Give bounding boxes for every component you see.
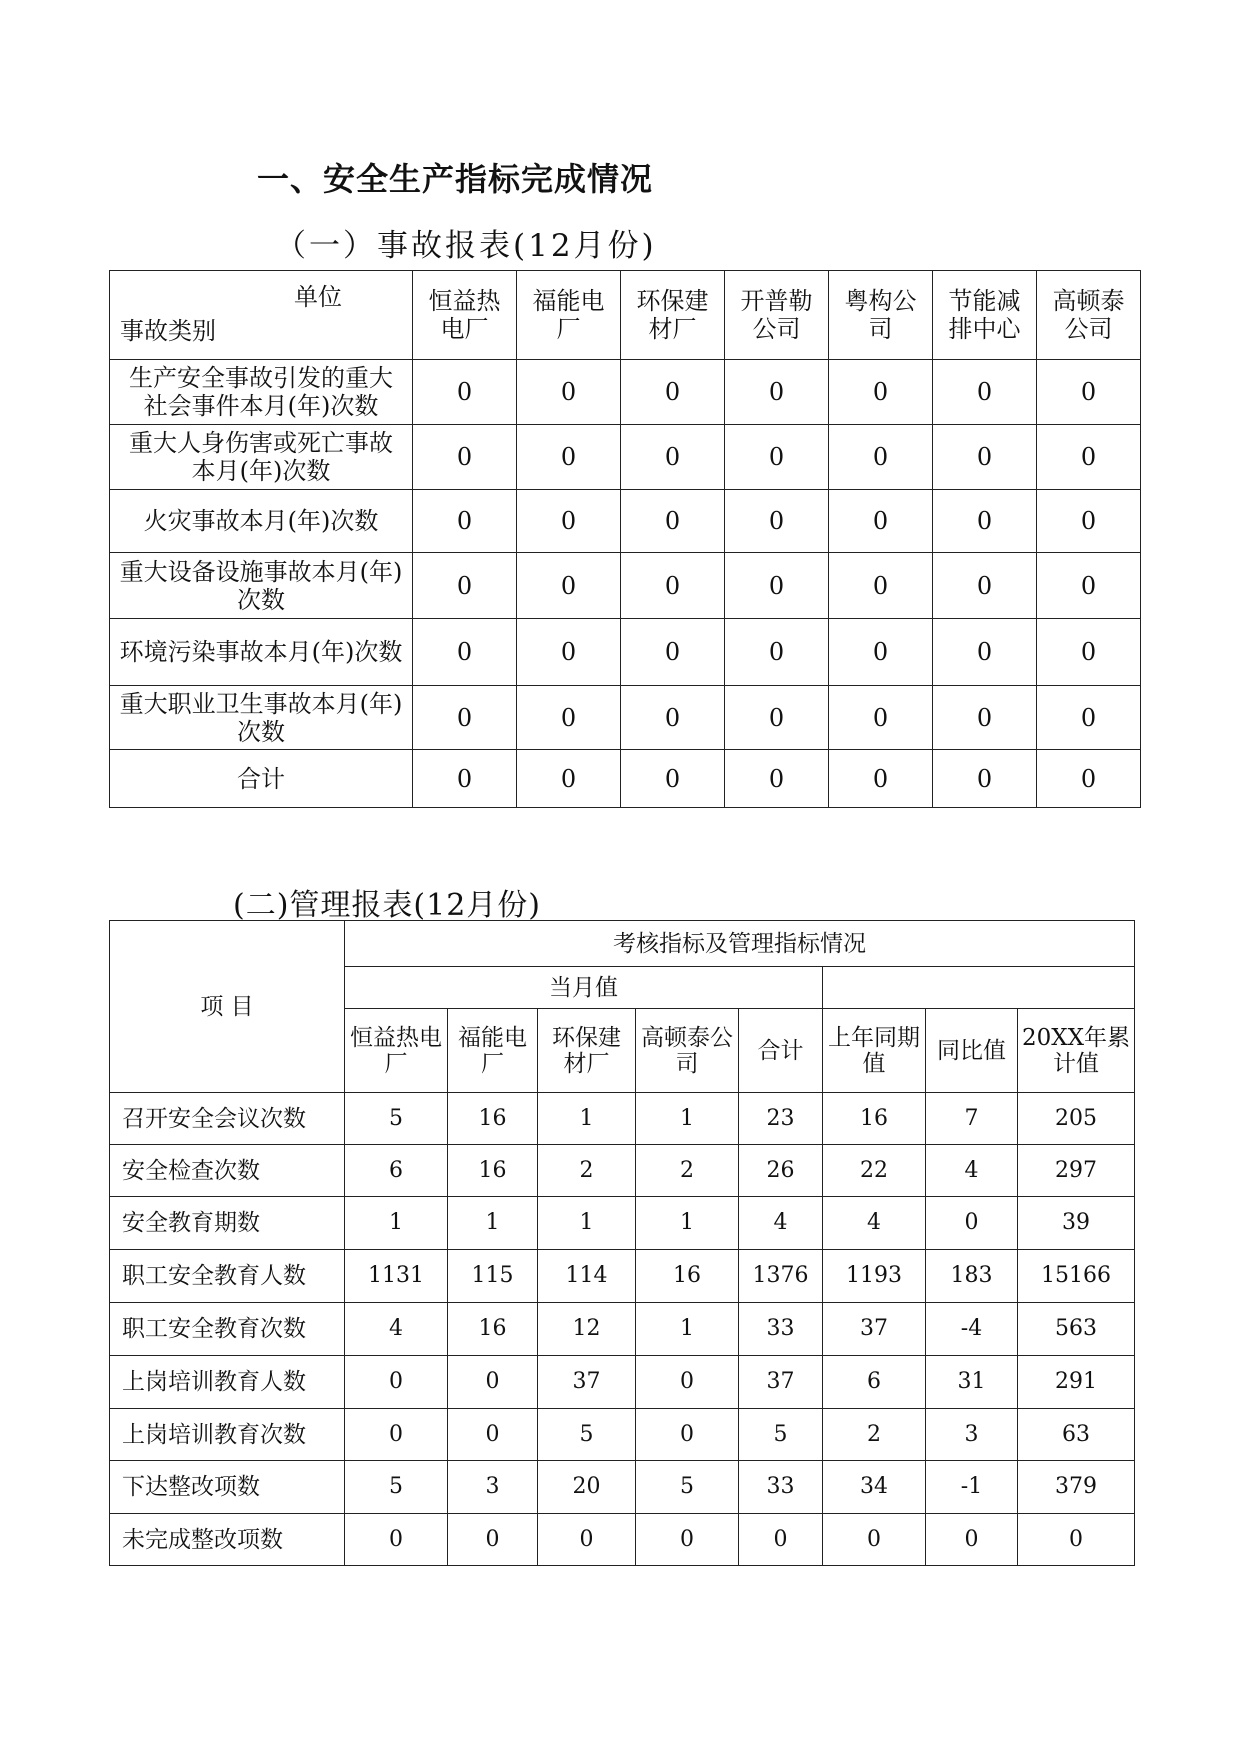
row-label: 职工安全教育人数	[110, 1250, 345, 1303]
table-cell: 37	[823, 1303, 926, 1356]
table-cell: 22	[823, 1145, 926, 1197]
unit-header: 恒益热电厂	[413, 271, 517, 360]
table-cell: 0	[621, 553, 725, 619]
table-cell: 37	[538, 1356, 636, 1409]
column-header: 高顿泰公司	[636, 1009, 739, 1093]
table-row	[110, 686, 1141, 750]
corner-category-label: 事故类别	[120, 317, 216, 345]
table-cell: 0	[829, 686, 933, 750]
table-cell: 37	[739, 1356, 823, 1409]
table-cell: 23	[739, 1093, 823, 1145]
table-cell: 0	[725, 360, 829, 425]
table-row	[110, 1409, 1135, 1461]
table-cell: 0	[933, 425, 1037, 490]
unit-header: 粤构公司	[829, 271, 933, 360]
table-cell: 0	[413, 360, 517, 425]
table-cell: 4	[345, 1303, 448, 1356]
table-cell: 0	[621, 750, 725, 808]
table-cell: 4	[823, 1197, 926, 1250]
table-cell: 0	[829, 490, 933, 553]
table-cell: 33	[739, 1461, 823, 1514]
table-row	[110, 360, 1141, 425]
table-cell: 0	[1037, 686, 1141, 750]
total-row	[110, 750, 1141, 808]
table-row	[110, 1250, 1135, 1303]
table-cell: 0	[448, 1356, 538, 1409]
table-cell: 0	[621, 490, 725, 553]
table-cell: 563	[1018, 1303, 1135, 1356]
table-cell: 5	[345, 1461, 448, 1514]
table-cell: 379	[1018, 1461, 1135, 1514]
table-cell: 0	[636, 1409, 739, 1461]
column-header: 福能电厂	[448, 1009, 538, 1093]
table-cell: 4	[926, 1145, 1018, 1197]
table-cell: 0	[345, 1409, 448, 1461]
table-cell: 291	[1018, 1356, 1135, 1409]
table-cell: 0	[829, 619, 933, 686]
row-label: 重大设备设施事故本月(年)次数	[110, 553, 413, 619]
row-label: 重大人身伤害或死亡事故本月(年)次数	[110, 425, 413, 490]
management-report-subtitle: (二)管理报表(12月份)	[233, 888, 541, 923]
table-cell: 5	[739, 1409, 823, 1461]
table-cell: 0	[345, 1356, 448, 1409]
table-cell: 0	[517, 686, 621, 750]
management-report-table	[109, 920, 1135, 1566]
table-row	[110, 619, 1141, 686]
table-cell: 0	[933, 750, 1037, 808]
row-label: 安全教育期数	[110, 1197, 345, 1250]
table-cell: 0	[725, 553, 829, 619]
corner-unit-label: 单位	[294, 283, 342, 311]
table-cell: 0	[725, 750, 829, 808]
table-cell: 1193	[823, 1250, 926, 1303]
row-label: 安全检查次数	[110, 1145, 345, 1197]
table-cell: 16	[448, 1093, 538, 1145]
table-cell: 0	[621, 425, 725, 490]
table-cell: 183	[926, 1250, 1018, 1303]
table-cell: 0	[413, 553, 517, 619]
table-cell: 0	[517, 619, 621, 686]
unit-header: 福能电厂	[517, 271, 621, 360]
table-row	[110, 553, 1141, 619]
row-label: 召开安全会议次数	[110, 1093, 345, 1145]
column-header: 恒益热电厂	[345, 1009, 448, 1093]
table-cell: 33	[739, 1303, 823, 1356]
table-cell: 0	[413, 425, 517, 490]
table-cell: 26	[739, 1145, 823, 1197]
table-cell: 16	[448, 1303, 538, 1356]
table-cell: 16	[823, 1093, 926, 1145]
table-cell: 0	[517, 553, 621, 619]
row-label: 环境污染事故本月(年)次数	[110, 619, 413, 686]
table-cell: 1	[345, 1197, 448, 1250]
column-header: 同比值	[926, 1009, 1018, 1093]
table-cell: 0	[725, 619, 829, 686]
unit-header: 环保建材厂	[621, 271, 725, 360]
page-title: 一、安全生产指标完成情况	[257, 160, 654, 198]
table-cell: 63	[1018, 1409, 1135, 1461]
row-label: 上岗培训教育次数	[110, 1409, 345, 1461]
table-cell: 1	[538, 1093, 636, 1145]
table-cell: 0	[621, 686, 725, 750]
table-cell: 0	[1018, 1514, 1135, 1566]
table-cell: 0	[538, 1514, 636, 1566]
table-cell: 0	[926, 1514, 1018, 1566]
row-label: 上岗培训教育人数	[110, 1356, 345, 1409]
table-cell: 0	[933, 619, 1037, 686]
table-cell: 16	[636, 1250, 739, 1303]
table-cell: 2	[636, 1145, 739, 1197]
table-cell: 297	[1018, 1145, 1135, 1197]
accident-report-table	[109, 270, 1141, 808]
table-cell: 1	[636, 1303, 739, 1356]
table-cell: 3	[448, 1461, 538, 1514]
table-cell: 1376	[739, 1250, 823, 1303]
table-cell: 0	[1037, 750, 1141, 808]
table-cell: 0	[823, 1514, 926, 1566]
column-header: 合计	[739, 1009, 823, 1093]
column-header: 环保建材厂	[538, 1009, 636, 1093]
table-cell: 0	[413, 750, 517, 808]
table-row	[110, 1303, 1135, 1356]
accident-header-row	[110, 271, 1141, 360]
table-row	[110, 1356, 1135, 1409]
accident-report-subtitle: （一）事故报表(12月份)	[275, 228, 657, 264]
table-cell: 0	[345, 1514, 448, 1566]
table-cell: 0	[1037, 360, 1141, 425]
table-cell: 0	[933, 490, 1037, 553]
table-row	[110, 1514, 1135, 1566]
unit-header: 节能减排中心	[933, 271, 1037, 360]
table-cell: 0	[517, 490, 621, 553]
table-cell: 0	[829, 360, 933, 425]
table-cell: 0	[413, 686, 517, 750]
table-cell: 1	[538, 1197, 636, 1250]
table-cell: -4	[926, 1303, 1018, 1356]
table-cell: 0	[621, 360, 725, 425]
table-row	[110, 1093, 1135, 1145]
unit-header: 开普勒公司	[725, 271, 829, 360]
table-cell: 0	[413, 490, 517, 553]
table-cell: 0	[413, 619, 517, 686]
table-row	[110, 1461, 1135, 1514]
table-cell: 0	[933, 360, 1037, 425]
table-cell: 115	[448, 1250, 538, 1303]
table-cell: 1131	[345, 1250, 448, 1303]
table-cell: 0	[725, 490, 829, 553]
column-header: 20XX年累 计值	[1018, 1009, 1135, 1093]
table-cell: 2	[823, 1409, 926, 1461]
table-cell: 34	[823, 1461, 926, 1514]
current-month-header: 当月值	[345, 967, 823, 1009]
empty-header-cell	[823, 967, 1135, 1009]
table-cell: 0	[448, 1514, 538, 1566]
item-header: 项 目	[110, 921, 345, 1093]
table-cell: 114	[538, 1250, 636, 1303]
group-header: 考核指标及管理指标情况	[345, 921, 1135, 967]
table-cell: 20	[538, 1461, 636, 1514]
table-cell: 0	[1037, 553, 1141, 619]
table-cell: 0	[517, 750, 621, 808]
table-cell: 0	[636, 1356, 739, 1409]
table-cell: 0	[1037, 619, 1141, 686]
table-cell: 1	[636, 1093, 739, 1145]
table-cell: 31	[926, 1356, 1018, 1409]
table-cell: -1	[926, 1461, 1018, 1514]
table-cell: 0	[829, 553, 933, 619]
table-cell: 205	[1018, 1093, 1135, 1145]
management-header-row	[110, 921, 1135, 967]
table-cell: 2	[538, 1145, 636, 1197]
row-label: 火灾事故本月(年)次数	[110, 490, 413, 553]
row-label: 重大职业卫生事故本月(年)次数	[110, 686, 413, 750]
table-cell: 1	[448, 1197, 538, 1250]
table-cell: 0	[725, 686, 829, 750]
table-cell: 16	[448, 1145, 538, 1197]
table-cell: 0	[933, 553, 1037, 619]
table-cell: 0	[926, 1197, 1018, 1250]
table-cell: 0	[448, 1409, 538, 1461]
table-row	[110, 490, 1141, 553]
table-cell: 4	[739, 1197, 823, 1250]
table-cell: 0	[829, 750, 933, 808]
row-label: 合计	[110, 750, 413, 808]
table-cell: 12	[538, 1303, 636, 1356]
unit-header: 高顿泰公司	[1037, 271, 1141, 360]
table-row	[110, 425, 1141, 490]
row-label: 未完成整改项数	[110, 1514, 345, 1566]
table-cell: 0	[829, 425, 933, 490]
table-cell: 0	[725, 425, 829, 490]
table-cell: 0	[1037, 490, 1141, 553]
table-cell: 0	[517, 360, 621, 425]
corner-header-cell	[110, 271, 413, 360]
table-cell: 0	[933, 686, 1037, 750]
table-row	[110, 1145, 1135, 1197]
table-cell: 5	[345, 1093, 448, 1145]
row-label: 职工安全教育次数	[110, 1303, 345, 1356]
table-row	[110, 1197, 1135, 1250]
table-cell: 0	[739, 1514, 823, 1566]
table-cell: 7	[926, 1093, 1018, 1145]
table-cell: 3	[926, 1409, 1018, 1461]
table-cell: 0	[621, 619, 725, 686]
table-cell: 1	[636, 1197, 739, 1250]
table-cell: 6	[345, 1145, 448, 1197]
table-cell: 6	[823, 1356, 926, 1409]
table-cell: 0	[636, 1514, 739, 1566]
column-header: 上年同期值	[823, 1009, 926, 1093]
table-cell: 5	[636, 1461, 739, 1514]
table-cell: 0	[1037, 425, 1141, 490]
table-cell: 39	[1018, 1197, 1135, 1250]
table-cell: 15166	[1018, 1250, 1135, 1303]
row-label: 生产安全事故引发的重大社会事件本月(年)次数	[110, 360, 413, 425]
row-label: 下达整改项数	[110, 1461, 345, 1514]
table-cell: 0	[517, 425, 621, 490]
table-cell: 5	[538, 1409, 636, 1461]
